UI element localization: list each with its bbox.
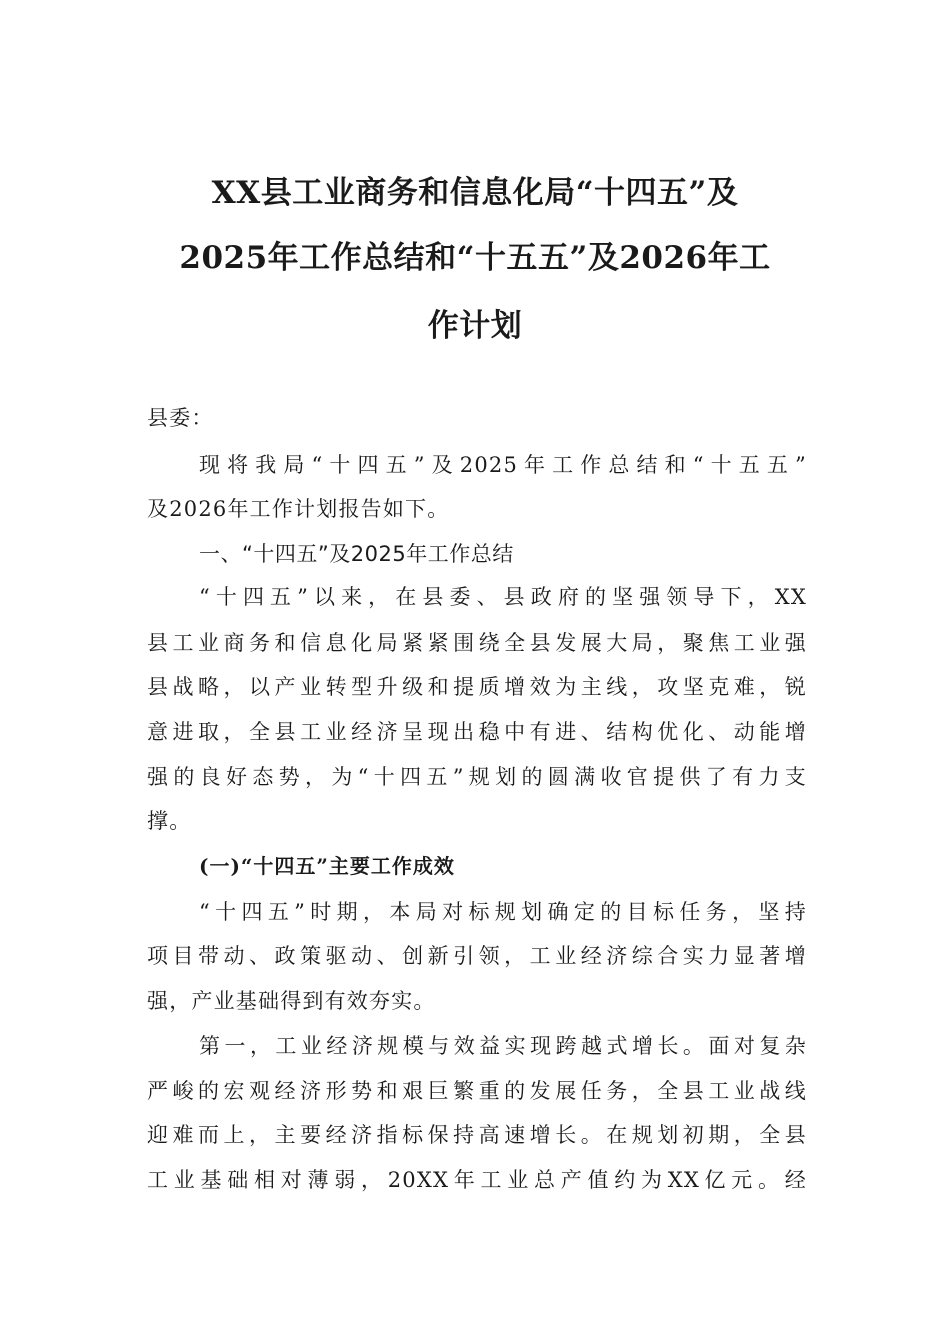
document-title-line-1: XX县工业商务和信息化局“十四五”及: [211, 175, 739, 211]
subsection-1-paragraph-line: 项目带动、政策驱动、创新引领，工业经济综合实力显著增: [147, 944, 807, 968]
section-1-paragraph-line: 意进取，全县工业经济呈现出稳中有进、结构优化、动能增: [147, 720, 807, 744]
point-1-paragraph-line: 迎难而上，主要经济指标保持高速增长。在规划初期，全县: [147, 1123, 807, 1147]
intro-line-1: 现将我局“十四五”及2025年工作总结和“十五五”: [199, 453, 807, 477]
point-1-paragraph-line: 工业基础相对薄弱，20XX年工业总产值约为XX亿元。经: [147, 1168, 807, 1192]
section-1-paragraph-line: “十四五”以来，在县委、县政府的坚强领导下，XX: [199, 585, 807, 609]
subsection-1-heading: (一)“十四五”主要工作成效: [199, 854, 455, 878]
section-1-paragraph-line: 强的良好态势，为“十四五”规划的圆满收官提供了有力支: [147, 765, 807, 789]
point-1-paragraph-line: 第一，工业经济规模与效益实现跨越式增长。面对复杂: [199, 1034, 807, 1058]
section-1-paragraph-line: 县工业商务和信息化局紧紧围绕全县发展大局，聚焦工业强: [147, 631, 807, 655]
subsection-1-paragraph-line: 强，产业基础得到有效夯实。: [147, 989, 436, 1013]
intro-line-2: 及2026年工作计划报告如下。: [147, 497, 450, 521]
point-1-paragraph-line: 严峻的宏观经济形势和艰巨繁重的发展任务，全县工业战线: [147, 1079, 807, 1103]
document-title-line-2: 2025年工作总结和“十五五”及2026年工: [179, 240, 771, 276]
subsection-1-paragraph-line: “十四五”时期，本局对标规划确定的目标任务，坚持: [199, 900, 807, 924]
section-1-heading: 一、“十四五”及2025年工作总结: [199, 542, 514, 566]
document-title-line-3: 作计划: [427, 308, 523, 344]
salutation: 县委：: [147, 406, 214, 430]
section-1-paragraph-line: 县战略，以产业转型升级和提质增效为主线，攻坚克难，锐: [147, 675, 807, 699]
section-1-paragraph-line: 撑。: [147, 809, 192, 833]
